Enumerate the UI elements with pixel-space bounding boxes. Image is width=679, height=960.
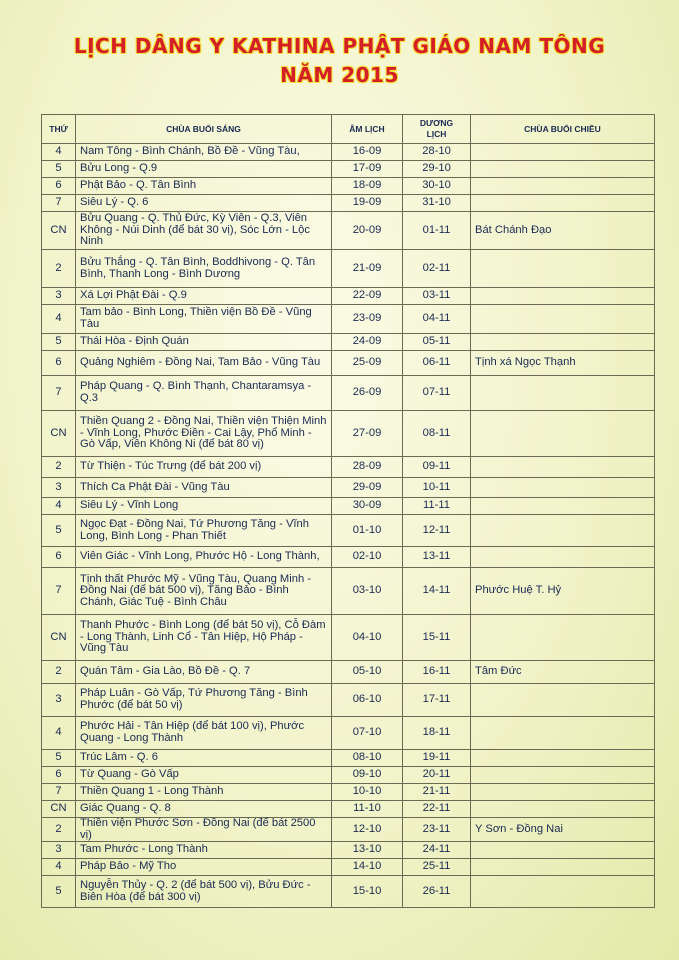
cell-morning-temple: Nam Tông - Bình Chánh, Bồ Đề - Vũng Tàu, [76,144,332,161]
cell-day: 2 [42,661,76,684]
table-row [42,568,655,615]
cell-solar-date: 26-11 [403,876,471,908]
cell-afternoon-temple [471,411,655,457]
cell-solar-date: 09-11 [403,457,471,478]
cell-solar-date: 24-11 [403,842,471,859]
table-row [42,818,655,842]
cell-morning-temple: Tịnh thất Phước Mỹ - Vũng Tàu, Quang Minh - Đồng Nai (để bát 500 vị), Tăng Bảo - Bình Chánh, Giác Tuệ - Bình Châu [76,568,332,615]
cell-day: 4 [42,305,76,334]
header-day: THỨ [42,115,76,144]
cell-day: 5 [42,334,76,351]
cell-afternoon-temple: Tịnh xá Ngọc Thạnh [471,351,655,376]
cell-afternoon-temple [471,801,655,818]
table-row [42,334,655,351]
cell-day: 2 [42,250,76,288]
cell-morning-temple: Nguyễn Thủy - Q. 2 (để bát 500 vị), Bửu Đức - Biên Hòa (để bát 300 vị) [76,876,332,908]
cell-afternoon-temple [471,498,655,515]
cell-lunar-date: 01-10 [332,515,403,547]
cell-morning-temple: Thiền viện Phước Sơn - Đồng Nai (để bát 2500 vị) [76,818,332,842]
cell-solar-date: 02-11 [403,250,471,288]
cell-day: 2 [42,818,76,842]
cell-day: 3 [42,478,76,498]
cell-solar-date: 31-10 [403,195,471,212]
cell-morning-temple: Tam bảo - Bình Long, Thiền viện Bồ Đề - Vũng Tàu [76,305,332,334]
cell-lunar-date: 03-10 [332,568,403,615]
cell-lunar-date: 25-09 [332,351,403,376]
table-row [42,195,655,212]
cell-afternoon-temple: Bát Chánh Đạo [471,212,655,250]
table-row [42,876,655,908]
cell-afternoon-temple [471,195,655,212]
cell-day: 2 [42,457,76,478]
cell-morning-temple: Phật Bảo - Q. Tân Bình [76,178,332,195]
cell-lunar-date: 14-10 [332,859,403,876]
cell-day: 7 [42,195,76,212]
cell-solar-date: 23-11 [403,818,471,842]
cell-morning-temple: Thiền Quang 1 - Long Thành [76,784,332,801]
kathina-schedule-table [41,114,655,908]
cell-morning-temple: Bửu Long - Q.9 [76,161,332,178]
cell-solar-date: 30-10 [403,178,471,195]
cell-lunar-date: 27-09 [332,411,403,457]
table-row [42,750,655,767]
cell-morning-temple: Trúc Lâm - Q. 6 [76,750,332,767]
header-solar-date [403,115,471,144]
cell-solar-date: 19-11 [403,750,471,767]
cell-lunar-date: 07-10 [332,717,403,750]
cell-morning-temple: Pháp Luân - Gò Vấp, Tứ Phương Tăng - Bình Phước (để bát 50 vị) [76,684,332,717]
table-row [42,478,655,498]
table-row [42,784,655,801]
cell-lunar-date: 24-09 [332,334,403,351]
cell-afternoon-temple [471,161,655,178]
table-row [42,376,655,411]
cell-solar-date: 08-11 [403,411,471,457]
cell-day: 4 [42,498,76,515]
cell-day: 7 [42,376,76,411]
header-solar-date-text: DƯƠNG LỊCH [419,118,454,139]
cell-day: CN [42,615,76,661]
cell-solar-date: 05-11 [403,334,471,351]
cell-morning-temple: Pháp Quang - Q. Bình Thạnh, Chantaramsya - Q.3 [76,376,332,411]
table-row [42,615,655,661]
cell-morning-temple: Thái Hòa - Định Quán [76,334,332,351]
cell-day: 6 [42,178,76,195]
cell-day: 7 [42,784,76,801]
cell-solar-date: 22-11 [403,801,471,818]
page-subtitle-year: NĂM 2015 [280,63,399,87]
table-row [42,351,655,376]
cell-solar-date: 14-11 [403,568,471,615]
cell-morning-temple: Siêu Lý - Vĩnh Long [76,498,332,515]
cell-solar-date: 20-11 [403,767,471,784]
table-row [42,161,655,178]
cell-lunar-date: 16-09 [332,144,403,161]
cell-morning-temple: Xá Lợi Phật Đài - Q.9 [76,288,332,305]
cell-afternoon-temple [471,767,655,784]
cell-day: CN [42,801,76,818]
cell-day: 5 [42,876,76,908]
cell-afternoon-temple [471,859,655,876]
cell-lunar-date: 08-10 [332,750,403,767]
table-row [42,305,655,334]
cell-day: 5 [42,750,76,767]
cell-afternoon-temple: Tâm Đức [471,661,655,684]
table-row [42,212,655,250]
cell-solar-date: 28-10 [403,144,471,161]
table-row [42,498,655,515]
cell-lunar-date: 12-10 [332,818,403,842]
cell-solar-date: 29-10 [403,161,471,178]
table-row [42,144,655,161]
table-row [42,661,655,684]
cell-morning-temple: Bửu Thắng - Q. Tân Bình, Boddhivong - Q. Tân Bình, Thanh Long - Bình Dương [76,250,332,288]
cell-day: CN [42,411,76,457]
cell-solar-date: 15-11 [403,615,471,661]
cell-lunar-date: 11-10 [332,801,403,818]
cell-afternoon-temple [471,717,655,750]
cell-lunar-date: 19-09 [332,195,403,212]
table-row [42,457,655,478]
cell-day: 3 [42,288,76,305]
cell-afternoon-temple [471,250,655,288]
cell-solar-date: 06-11 [403,351,471,376]
cell-afternoon-temple [471,144,655,161]
cell-solar-date: 16-11 [403,661,471,684]
header-lunar-date: ÂM LỊCH [332,115,403,144]
table-row [42,842,655,859]
cell-day: CN [42,212,76,250]
cell-day: 6 [42,767,76,784]
cell-lunar-date: 18-09 [332,178,403,195]
cell-day: 4 [42,144,76,161]
cell-solar-date: 01-11 [403,212,471,250]
cell-solar-date: 18-11 [403,717,471,750]
cell-lunar-date: 13-10 [332,842,403,859]
table-row [42,411,655,457]
cell-lunar-date: 21-09 [332,250,403,288]
table-row [42,288,655,305]
cell-solar-date: 10-11 [403,478,471,498]
cell-afternoon-temple: Y Sơn - Đồng Nai [471,818,655,842]
cell-afternoon-temple [471,784,655,801]
cell-solar-date: 17-11 [403,684,471,717]
cell-morning-temple: Quảng Nghiêm - Đồng Nai, Tam Bảo - Vũng Tàu [76,351,332,376]
table-row [42,178,655,195]
header-morning-temple: CHÙA BUỔI SÁNG [76,115,332,144]
table-row [42,801,655,818]
cell-day: 5 [42,161,76,178]
cell-lunar-date: 28-09 [332,457,403,478]
cell-morning-temple: Phước Hải - Tân Hiệp (để bát 100 vị), Phước Quang - Long Thành [76,717,332,750]
cell-morning-temple: Thích Ca Phật Đài - Vũng Tàu [76,478,332,498]
cell-lunar-date: 17-09 [332,161,403,178]
cell-day: 4 [42,717,76,750]
cell-morning-temple: Bửu Quang - Q. Thủ Đức, Kỳ Viên - Q.3, Viên Không - Núi Dinh (để bát 30 vị), Sóc Lớn - Lộc Ninh [76,212,332,250]
cell-afternoon-temple [471,288,655,305]
table-row [42,684,655,717]
cell-afternoon-temple: Phước Huệ T. Hỷ [471,568,655,615]
cell-solar-date: 13-11 [403,547,471,568]
cell-solar-date: 07-11 [403,376,471,411]
cell-lunar-date: 23-09 [332,305,403,334]
cell-afternoon-temple [471,305,655,334]
cell-solar-date: 03-11 [403,288,471,305]
cell-afternoon-temple [471,478,655,498]
cell-lunar-date: 29-09 [332,478,403,498]
table-row [42,767,655,784]
cell-lunar-date: 22-09 [332,288,403,305]
cell-lunar-date: 05-10 [332,661,403,684]
cell-morning-temple: Siêu Lý - Q. 6 [76,195,332,212]
cell-day: 3 [42,842,76,859]
cell-lunar-date: 26-09 [332,376,403,411]
header-afternoon-temple: CHÙA BUỔI CHIỀU [471,115,655,144]
cell-morning-temple: Tam Phước - Long Thành [76,842,332,859]
cell-afternoon-temple [471,457,655,478]
cell-lunar-date: 20-09 [332,212,403,250]
cell-afternoon-temple [471,684,655,717]
cell-morning-temple: Thanh Phước - Bình Long (để bát 50 vị), Cỗ Đàm - Long Thành, Linh Cổ - Tân Hiệp, Hộ Pháp - Vũng Tàu [76,615,332,661]
cell-afternoon-temple [471,842,655,859]
cell-afternoon-temple [471,750,655,767]
cell-day: 6 [42,547,76,568]
cell-lunar-date: 09-10 [332,767,403,784]
cell-afternoon-temple [471,376,655,411]
cell-afternoon-temple [471,876,655,908]
cell-day: 3 [42,684,76,717]
cell-lunar-date: 15-10 [332,876,403,908]
cell-day: 5 [42,515,76,547]
cell-lunar-date: 10-10 [332,784,403,801]
cell-afternoon-temple [471,515,655,547]
cell-afternoon-temple [471,615,655,661]
cell-morning-temple: Viên Giác - Vĩnh Long, Phước Hộ - Long Thành, [76,547,332,568]
cell-afternoon-temple [471,547,655,568]
page-title: LỊCH DÂNG Y KATHINA PHẬT GIÁO NAM TÔNG [73,34,606,58]
cell-day: 7 [42,568,76,615]
cell-afternoon-temple [471,178,655,195]
cell-solar-date: 04-11 [403,305,471,334]
cell-morning-temple: Quán Tâm - Gia Lào, Bồ Đề - Q. 7 [76,661,332,684]
cell-day: 4 [42,859,76,876]
cell-solar-date: 21-11 [403,784,471,801]
cell-morning-temple: Từ Thiện - Túc Trưng (để bát 200 vị) [76,457,332,478]
cell-morning-temple: Giác Quang - Q. 8 [76,801,332,818]
table-row [42,547,655,568]
cell-lunar-date: 04-10 [332,615,403,661]
cell-morning-temple: Từ Quang - Gò Vấp [76,767,332,784]
table-row [42,859,655,876]
table-row [42,515,655,547]
table-row [42,717,655,750]
cell-lunar-date: 06-10 [332,684,403,717]
cell-afternoon-temple [471,334,655,351]
cell-solar-date: 12-11 [403,515,471,547]
cell-solar-date: 11-11 [403,498,471,515]
cell-day: 6 [42,351,76,376]
table-row [42,250,655,288]
cell-morning-temple: Thiền Quang 2 - Đồng Nai, Thiền viện Thiện Minh - Vĩnh Long, Phước Điền - Cai Lậy, Phổ Minh - Gò Vấp, Viên Không Ni (để bát 80 vị) [76,411,332,457]
cell-solar-date: 25-11 [403,859,471,876]
table-header-row [42,115,655,144]
table-body [42,144,655,908]
cell-lunar-date: 02-10 [332,547,403,568]
cell-morning-temple: Pháp Bảo - Mỹ Tho [76,859,332,876]
cell-lunar-date: 30-09 [332,498,403,515]
cell-morning-temple: Ngọc Đạt - Đồng Nai, Tứ Phương Tăng - Vĩnh Long, Bình Long - Phan Thiết [76,515,332,547]
